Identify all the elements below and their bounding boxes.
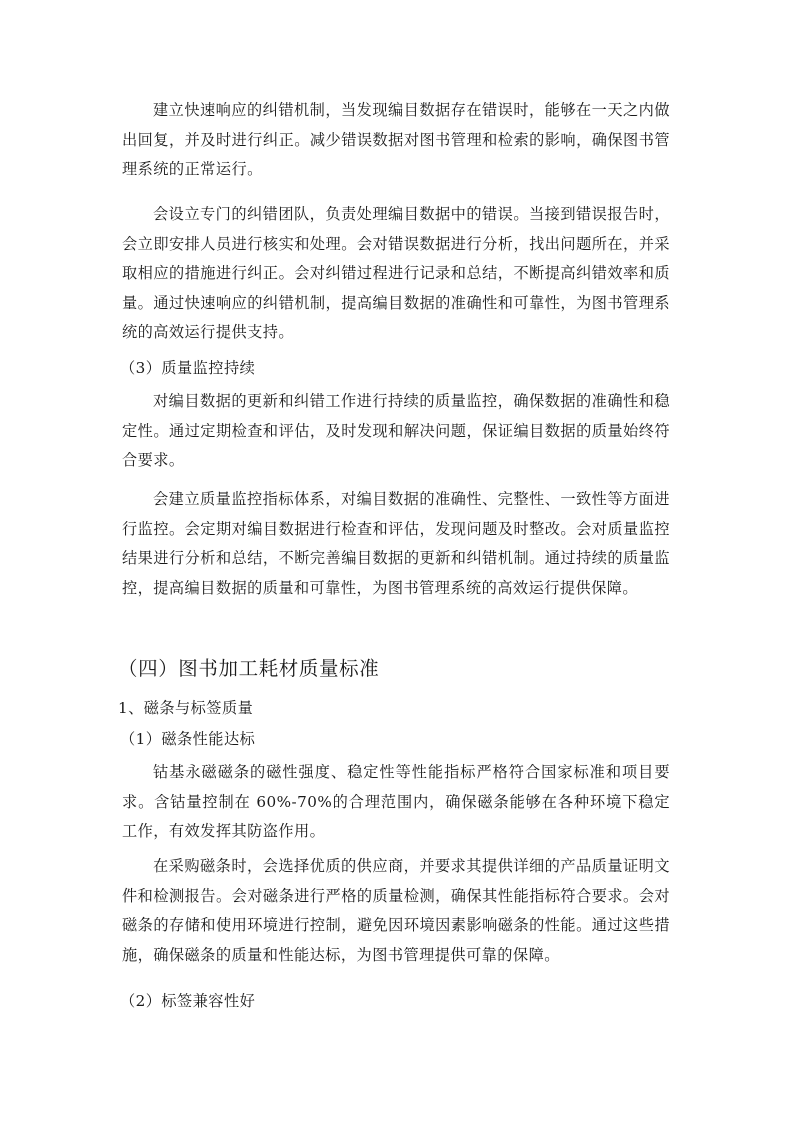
item-heading: 1、磁条与标签质量 <box>118 699 254 717</box>
paragraph-monitoring-overview: 对编目数据的更新和纠错工作进行持续的质量监控，确保数据的准确性和稳定性。通过定期检查和评估，及时发现和解决问题，保证编目数据的质量始终符合要求。 <box>122 392 670 470</box>
subheading-magnetic-strip: （1）磁条性能达标 <box>120 730 256 748</box>
subheading-label-compatibility: （2）标签兼容性好 <box>120 992 256 1010</box>
paragraph-magnetic-performance: 钴基永磁磁条的磁性强度、稳定性等性能指标严格符合国家标准和项目要求。含钴量控制在 60%-70%的合理范围内，确保磁条能够在各种环境下稳定工作，有效发挥其防盗作用。 <box>122 763 670 841</box>
paragraph-correction-team: 会设立专门的纠错团队，负责处理编目数据中的错误。当接到错误报告时，会立即安排人员进行核实和处理。会对错误数据进行分析，找出问题所在，并采取相应的措施进行纠正。会对纠错过程进行记录和总结，不断提高纠错效率和质量。通过快速响应的纠错机制，提高编目数据的准确性和可靠性，为图书管理系统的高效运行提供支持。 <box>122 205 670 342</box>
paragraph-error-correction: 建立快速响应的纠错机制，当发现编目数据存在错误时，能够在一天之内做出回复，并及时进行纠正。减少错误数据对图书管理和检索的影响，确保图书管理系统的正常运行。 <box>122 101 670 179</box>
paragraph-procurement: 在采购磁条时，会选择优质的供应商，并要求其提供详细的产品质量证明文件和检测报告。会对磁条进行严格的质量检测，确保其性能指标符合要求。会对磁条的存储和使用环境进行控制，避免因环境因素影响磁条的性能。通过这些措施，确保磁条的质量和性能达标，为图书管理提供可靠的保障。 <box>122 857 670 964</box>
section-heading: （四）图书加工耗材质量标准 <box>118 657 380 680</box>
subheading-quality-monitoring: （3）质量监控持续 <box>120 359 256 377</box>
paragraph-monitoring-system: 会建立质量监控指标体系，对编目数据的准确性、完整性、一致性等方面进行监控。会定期对编目数据进行检查和评估，发现问题及时整改。会对质量监控结果进行分析和总结，不断完善编目数据的更新和纠错机制。通过持续的质量监控，提高编目数据的质量和可靠性，为图书管理系统的高效运行提供保障。 <box>122 490 670 597</box>
